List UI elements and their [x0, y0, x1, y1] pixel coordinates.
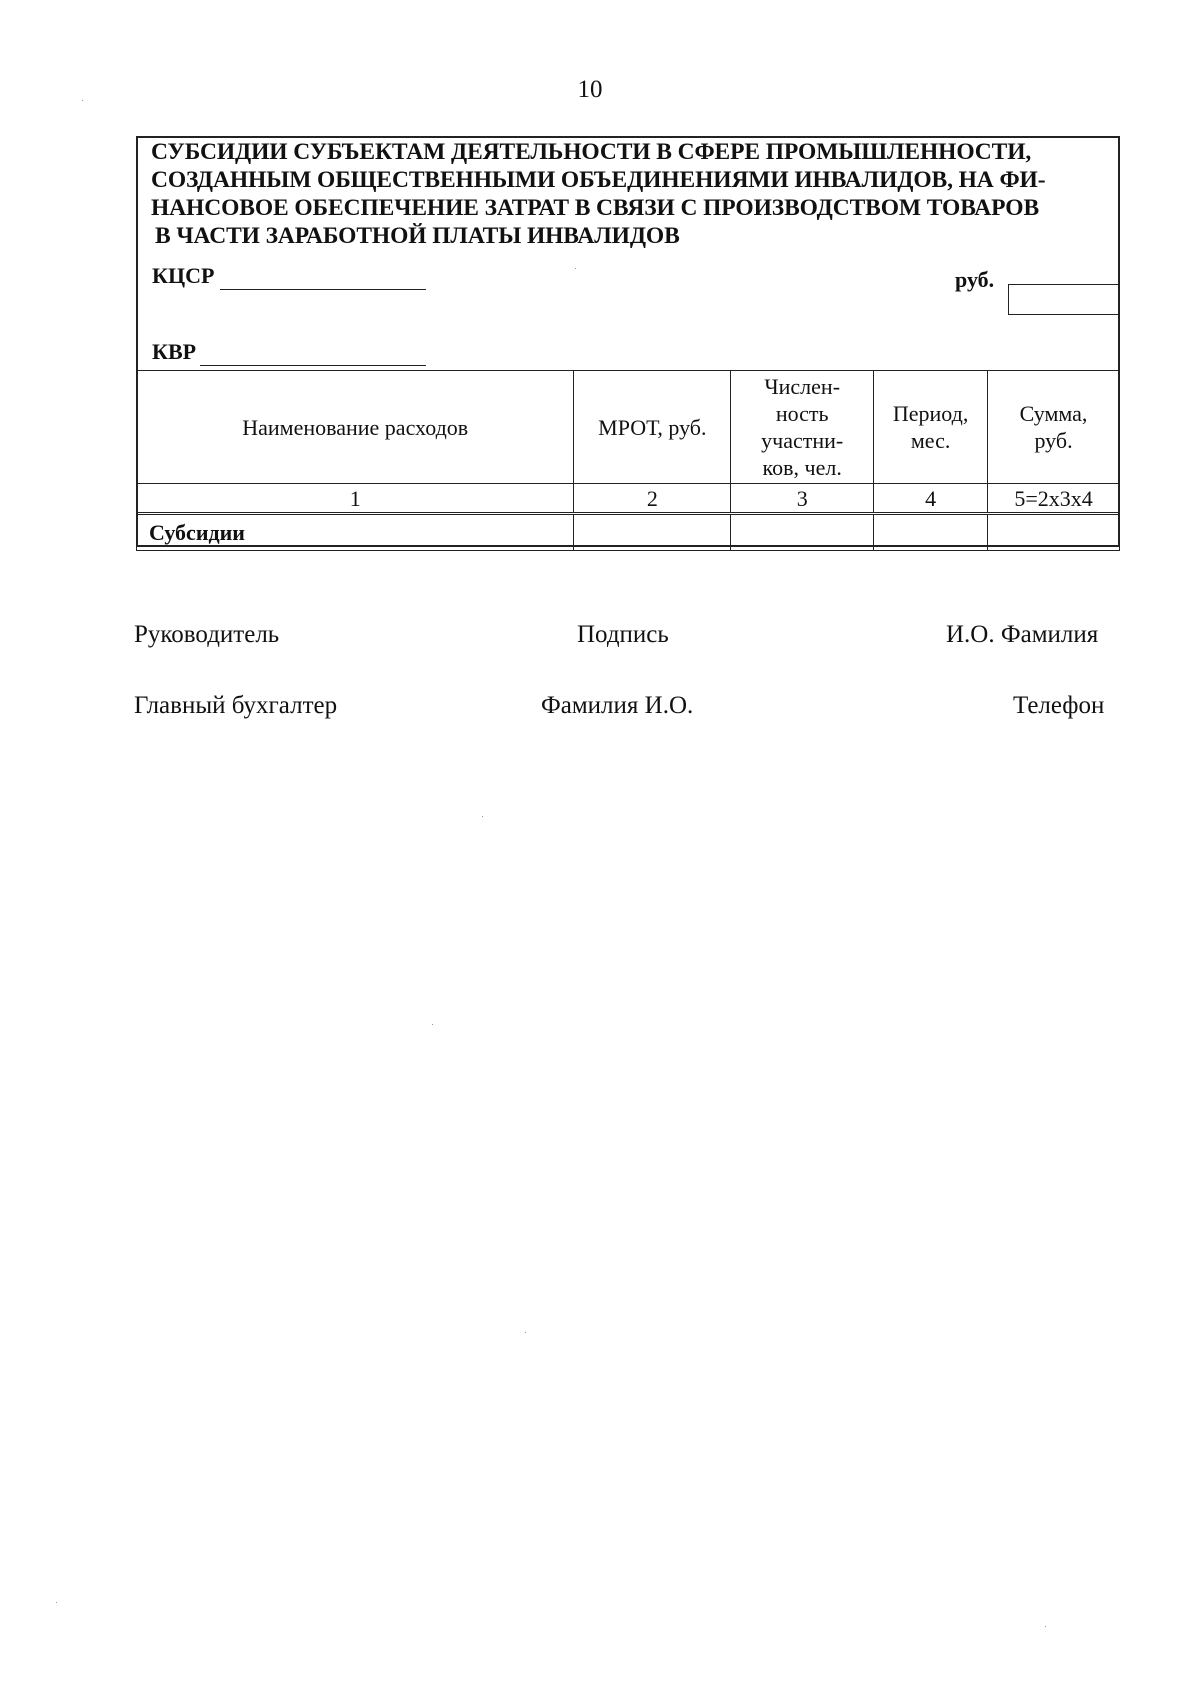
row-subsidies-period[interactable]	[874, 514, 988, 551]
scan-speck	[525, 1332, 526, 1333]
chief-accountant-label: Главный бухгалтер	[134, 692, 338, 719]
page-number: 10	[577, 76, 603, 103]
title-line-1: СУБСИДИИ СУБЪЕКТАМ ДЕЯТЕЛЬНОСТИ В СФЕРЕ ПРОМЫШЛЕННОСТИ,	[151, 139, 1032, 165]
header-mrot: МРОТ, руб.	[574, 371, 731, 484]
column-number-row	[137, 484, 1120, 514]
table-row	[137, 514, 1120, 551]
column-number-3: 3	[731, 484, 874, 514]
subsidy-form	[136, 136, 1120, 547]
scan-speck	[82, 100, 83, 101]
head-label: Руководитель	[134, 621, 280, 648]
row-subsidies-sum[interactable]	[988, 514, 1120, 551]
accountant-name: Фамилия И.О.	[541, 692, 694, 719]
column-number-4: 4	[874, 484, 988, 514]
expense-table	[136, 370, 1120, 551]
scan-speck	[575, 268, 576, 269]
row-subsidies-label: Субсидии	[137, 514, 574, 551]
table-header-row	[137, 371, 1120, 484]
scan-speck	[432, 1024, 433, 1025]
title-line-3: НАНСОВОЕ ОБЕСПЕЧЕНИЕ ЗАТРАТ В СВЯЗИ С ПРОИЗВОДСТВОМ ТОВАРОВ	[151, 195, 1040, 221]
row-subsidies-mrot[interactable]	[574, 514, 731, 551]
scan-speck	[482, 816, 483, 817]
phone-label: Телефон	[1013, 692, 1105, 719]
scan-speck	[1045, 1626, 1046, 1627]
kvr-label: КВР	[152, 339, 197, 364]
header-sum: Сумма, руб.	[988, 371, 1120, 484]
rub-label: руб.	[955, 267, 995, 292]
kcsr-fill-line[interactable]	[220, 289, 426, 290]
kvr-fill-line[interactable]	[200, 365, 426, 366]
kcsr-label: КЦСР	[152, 263, 215, 288]
column-number-5: 5=2x3x4	[988, 484, 1120, 514]
title-line-2: СОЗДАННЫМ ОБЩЕСТВЕННЫМИ ОБЪЕДИНЕНИЯМИ ИНВАЛИДОВ, НА ФИ-	[151, 167, 1046, 193]
form-title	[151, 138, 1111, 250]
header-participants: Числен- ность участни- ков, чел.	[731, 371, 874, 484]
head-name: И.О. Фамилия	[946, 621, 1099, 648]
header-period: Период, мес.	[874, 371, 988, 484]
row-subsidies-participants[interactable]	[731, 514, 874, 551]
signature-label: Подпись	[577, 621, 669, 648]
column-number-1: 1	[137, 484, 574, 514]
title-line-4: В ЧАСТИ ЗАРАБОТНОЙ ПЛАТЫ ИНВАЛИДОВ	[155, 223, 680, 249]
scan-speck	[56, 1602, 57, 1603]
column-number-2: 2	[574, 484, 731, 514]
header-expense-name: Наименование расходов	[137, 371, 574, 484]
rub-input-box[interactable]	[1008, 284, 1120, 315]
